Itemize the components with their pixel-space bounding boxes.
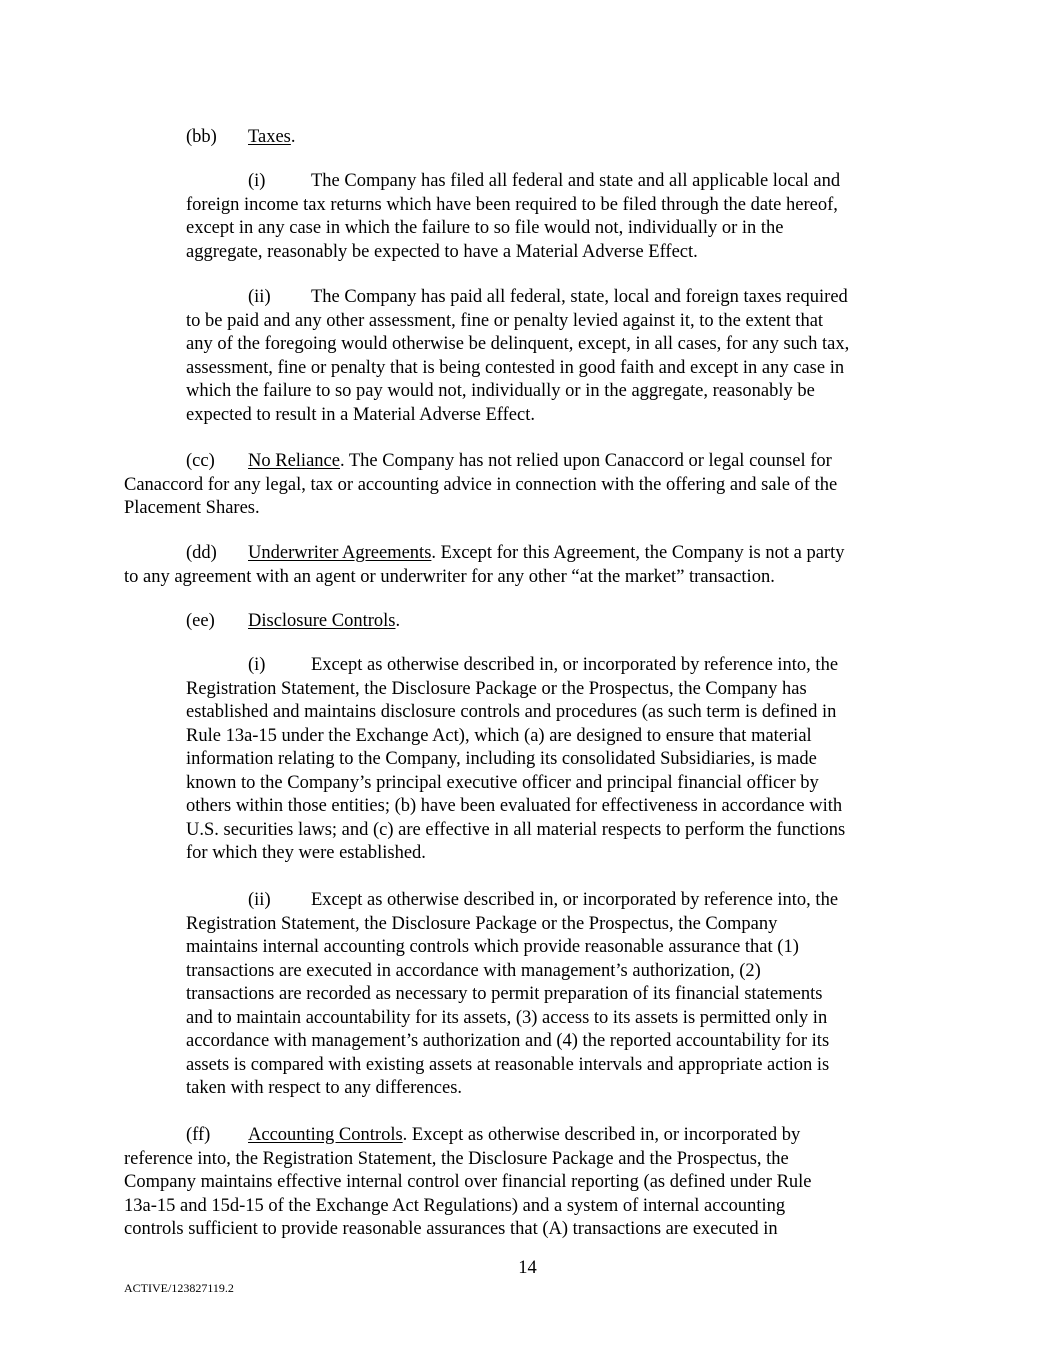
paragraph-line: any of the foregoing would otherwise be delinquent, except, in all cases, for any such tax, [186,334,850,354]
section-ee-ii-label: (ii) [248,890,271,910]
section-ff-title: Accounting Controls [248,1125,403,1145]
paragraph-line: transactions are recorded as necessary to permit preparation of its financial statements [186,984,823,1004]
paragraph-line: transactions are executed in accordance with management’s authorization, (2) [186,960,761,981]
paragraph-line: Registration Statement, the Disclosure Package or the Prospectus, the Company [186,913,778,934]
section-bb-i-paragraph [186,170,840,264]
section-cc-title: No Reliance [248,451,340,471]
section-cc-label: (cc) [186,451,215,471]
paragraph-line: Except as otherwise described in, or incorporated by reference into, the [311,655,839,675]
paragraph-line: maintains internal accounting controls which provide reasonable assurance that (1) [186,937,799,957]
paragraph-line: Registration Statement, the Disclosure Package or the Prospectus, the Company has [186,678,807,699]
paragraph-line: Company maintains effective internal control over financial reporting (as defined under Rule [124,1172,812,1192]
document-id: ACTIVE/123827119.2 [124,1281,234,1295]
section-bb-punct: . [290,127,296,147]
paragraph-line: Canaccord for any legal, tax or accounting advice in connection with the offering and sale of the [124,474,838,495]
paragraph-line: . Except as otherwise described in, or incorporated by [402,1125,801,1145]
section-ee-title: Disclosure Controls [248,611,396,631]
paragraph-line: The Company has filed all federal and state and all applicable local and [311,171,841,191]
section-bb-label: (bb) [186,127,217,147]
paragraph-line: controls sufficient to provide reasonable assurances that (A) transactions are executed in [124,1219,778,1239]
section-ee-i-paragraph [186,654,845,866]
paragraph-line: reference into, the Registration Statement, the Disclosure Package and the Prospectus, the [124,1148,789,1169]
section-ee-label: (ee) [186,611,215,631]
paragraph-line: to any agreement with an agent or underwriter for any other “at the market” transaction. [124,566,775,587]
section-ee-heading [186,610,400,634]
section-cc-paragraph [124,450,837,521]
paragraph-line: Placement Shares. [124,498,260,518]
paragraph-line: and to maintain accountability for its assets, (3) access to its assets is permitted only in [186,1007,828,1028]
section-dd-label: (dd) [186,543,217,563]
section-bb-title: Taxes [248,127,291,147]
section-bb-heading [186,126,296,150]
paragraph-line: known to the Company’s principal executive officer and principal financial officer by [186,772,819,793]
paragraph-line: 13a-15 and 15d-15 of the Exchange Act Regulations) and a system of internal accounting [124,1195,786,1216]
paragraph-line: . Except for this Agreement, the Company is not a party [431,543,845,563]
paragraph-line: . The Company has not relied upon Canaccord or legal counsel for [339,451,832,471]
paragraph-line: which the failure to so pay would not, individually or in the aggregate, reasonably be [186,381,815,401]
paragraph-line: U.S. securities laws; and (c) are effective in all material respects to perform the functions [186,819,846,840]
section-dd-paragraph [124,542,844,589]
paragraph-line: expected to result in a Material Adverse Effect. [186,404,535,425]
paragraph-line: for which they were established. [186,843,426,863]
paragraph-line: Except as otherwise described in, or incorporated by reference into, the [311,890,839,910]
paragraph-line: assessment, fine or penalty that is being contested in good faith and except in any case in [186,357,845,378]
paragraph-line: except in any case in which the failure to so file would not, individually or in the [186,218,784,238]
paragraph-line: assets is compared with existing assets at reasonable intervals and appropriate action is [186,1054,830,1075]
paragraph-line: information relating to the Company, including its consolidated Subsidiaries, is made [186,749,817,769]
section-bb-i-label: (i) [248,171,266,191]
section-ee-i-label: (i) [248,655,266,675]
paragraph-line: foreign income tax returns which have been required to be filed through the date hereof, [186,194,838,215]
section-ee-punct: . [395,611,401,631]
page-number: 14 [518,1258,537,1278]
paragraph-line: accordance with management’s authorization and (4) the reported accountability for its [186,1031,830,1051]
paragraph-line: The Company has paid all federal, state, local and foreign taxes required [311,287,848,307]
paragraph-line: to be paid and any other assessment, fine or penalty levied against it, to the extent that [186,310,824,331]
section-bb-ii-paragraph [186,286,849,427]
section-ff-paragraph [124,1124,812,1242]
paragraph-line: others within those entities; (b) have been evaluated for effectiveness in accordance with [186,796,843,816]
section-ff-label: (ff) [186,1125,211,1145]
paragraph-line: aggregate, reasonably be expected to have a Material Adverse Effect. [186,241,698,262]
paragraph-line: Rule 13a-15 under the Exchange Act), which (a) are designed to ensure that material [186,725,812,746]
section-dd-title: Underwriter Agreements [248,543,432,563]
paragraph-line: established and maintains disclosure controls and procedures (as such term is defined in [186,702,837,722]
section-bb-ii-label: (ii) [248,287,271,307]
paragraph-line: taken with respect to any differences. [186,1078,463,1098]
section-ee-ii-paragraph [186,889,838,1101]
